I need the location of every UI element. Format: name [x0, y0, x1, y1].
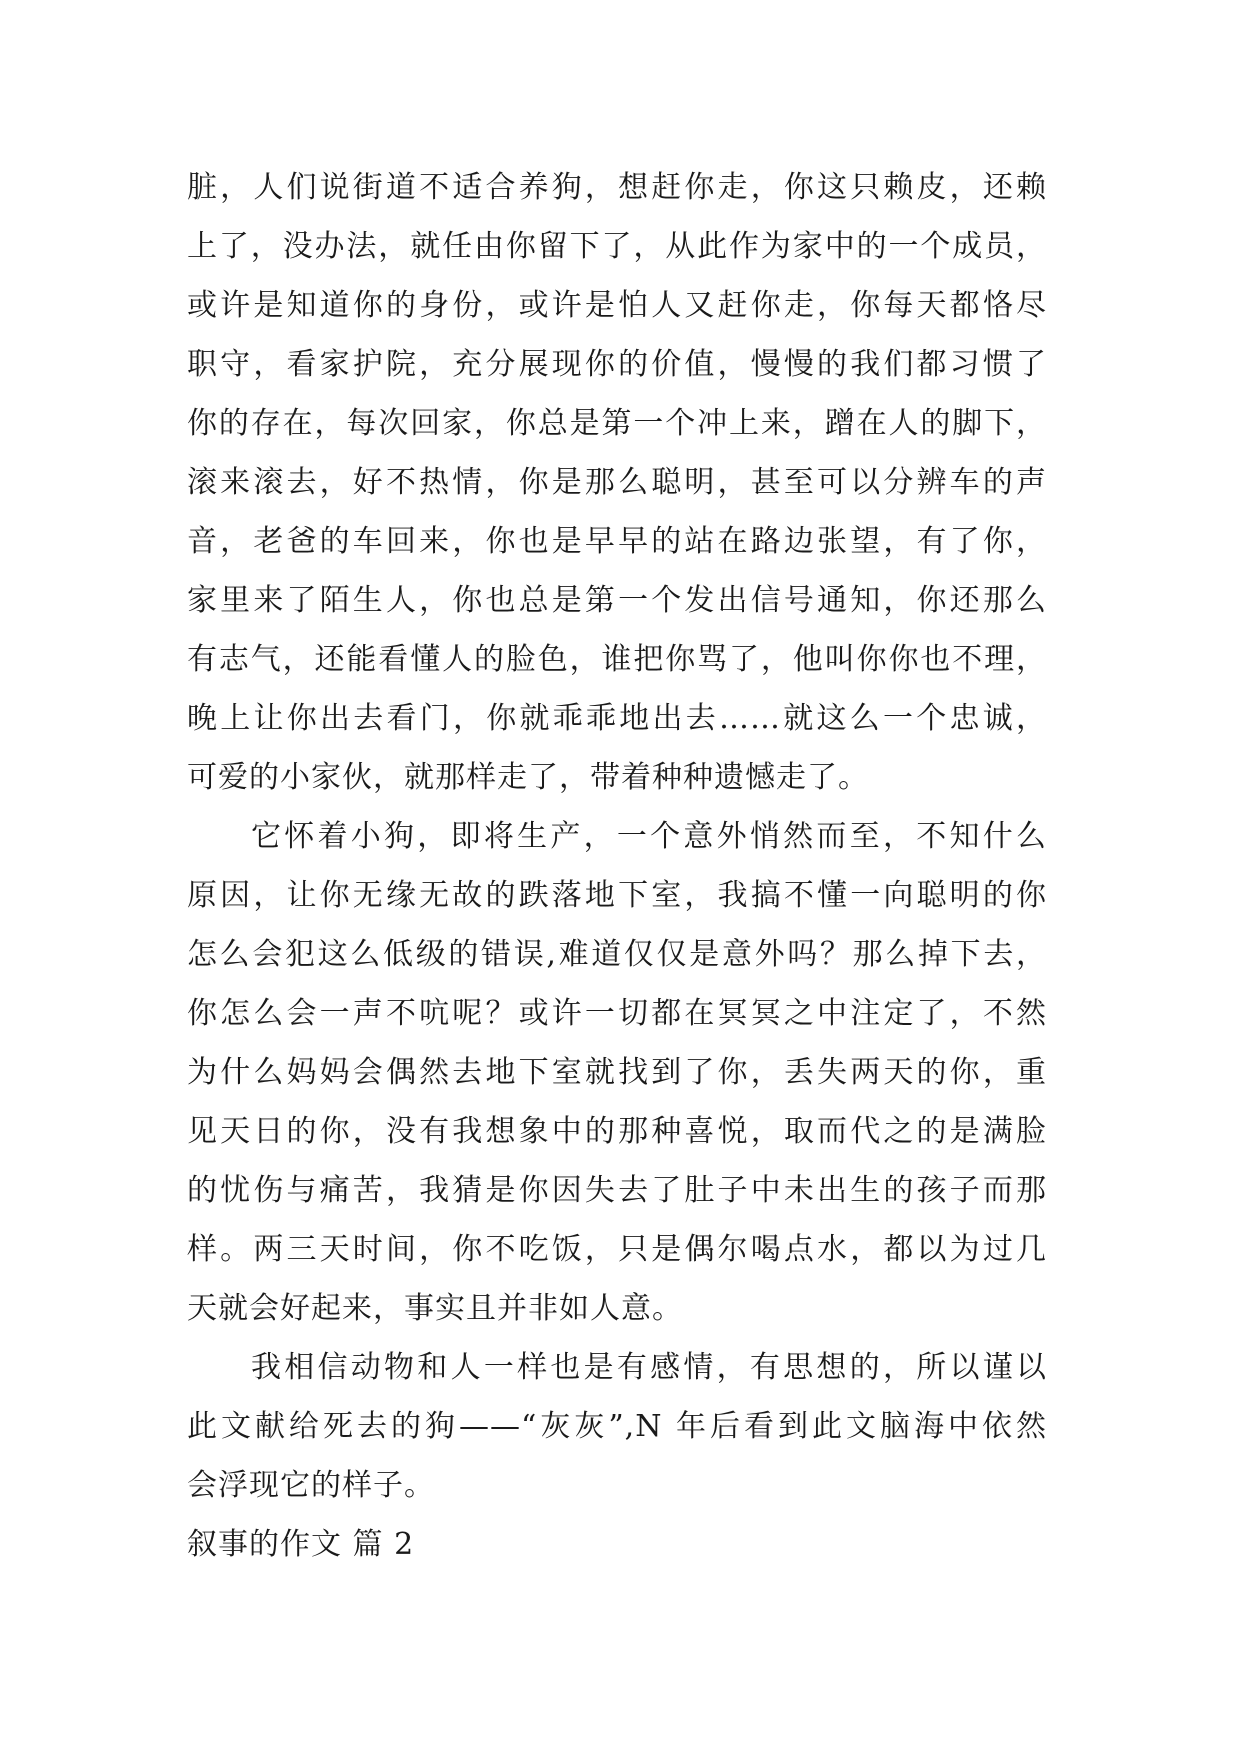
text-line: 晚上让你出去看门，你就乖乖地出去……就这么一个忠诚， — [187, 701, 1047, 736]
text-line: 你的存在，每次回家，你总是第一个冲上来，蹭在人的脚下， — [187, 406, 1047, 441]
text-line: 样。两三天时间，你不吃饭，只是偶尔喝点水，都以为过几 — [187, 1232, 1047, 1267]
document-body — [187, 158, 1047, 1574]
text-line: 音，老爸的车回来，你也是早早的站在路边张望，有了你， — [187, 524, 1047, 559]
text-line: 天就会好起来，事实且并非如人意。 — [187, 1291, 683, 1326]
paragraph-3 — [187, 1338, 1047, 1515]
text-line: 你怎么会一声不吭呢？或许一切都在冥冥之中注定了，不然 — [187, 996, 1047, 1031]
text-line: 的忧伤与痛苦，我猜是你因失去了肚子中未出生的孩子而那 — [187, 1173, 1047, 1208]
paragraph-1 — [187, 158, 1047, 807]
text-line: 它怀着小狗，即将生产，一个意外悄然而至，不知什么 — [251, 819, 1047, 854]
section-title: 叙事的作文 篇 2 — [187, 1527, 415, 1562]
text-line: 此文献给死去的狗——“灰灰”,N 年后看到此文脑海中依然 — [187, 1409, 1047, 1444]
text-line: 或许是知道你的身份，或许是怕人又赶你走，你每天都恪尽 — [187, 288, 1047, 323]
paragraph-2 — [187, 807, 1047, 1338]
text-line: 脏，人们说街道不适合养狗，想赶你走，你这只赖皮，还赖 — [187, 170, 1047, 205]
text-line: 见天日的你，没有我想象中的那种喜悦，取而代之的是满脸 — [187, 1114, 1047, 1149]
text-line: 可爱的小家伙，就那样走了，带着种种遗憾走了。 — [187, 760, 869, 795]
text-line: 我相信动物和人一样也是有感情，有思想的，所以谨以 — [251, 1350, 1047, 1385]
text-line: 会浮现它的样子。 — [187, 1468, 435, 1503]
text-line: 原因，让你无缘无故的跌落地下室，我搞不懂一向聪明的你 — [187, 878, 1047, 913]
text-line: 怎么会犯这么低级的错误,难道仅仅是意外吗？那么掉下去， — [187, 937, 1047, 972]
text-line: 上了，没办法，就任由你留下了，从此作为家中的一个成员， — [187, 229, 1047, 264]
text-line: 滚来滚去，好不热情，你是那么聪明，甚至可以分辨车的声 — [187, 465, 1047, 500]
text-line: 家里来了陌生人，你也总是第一个发出信号通知，你还那么 — [187, 583, 1047, 618]
text-line: 职守，看家护院，充分展现你的价值，慢慢的我们都习惯了 — [187, 347, 1047, 382]
text-line: 为什么妈妈会偶然去地下室就找到了你，丢失两天的你，重 — [187, 1055, 1047, 1090]
text-line: 有志气，还能看懂人的脸色，谁把你骂了，他叫你你也不理， — [187, 642, 1047, 677]
